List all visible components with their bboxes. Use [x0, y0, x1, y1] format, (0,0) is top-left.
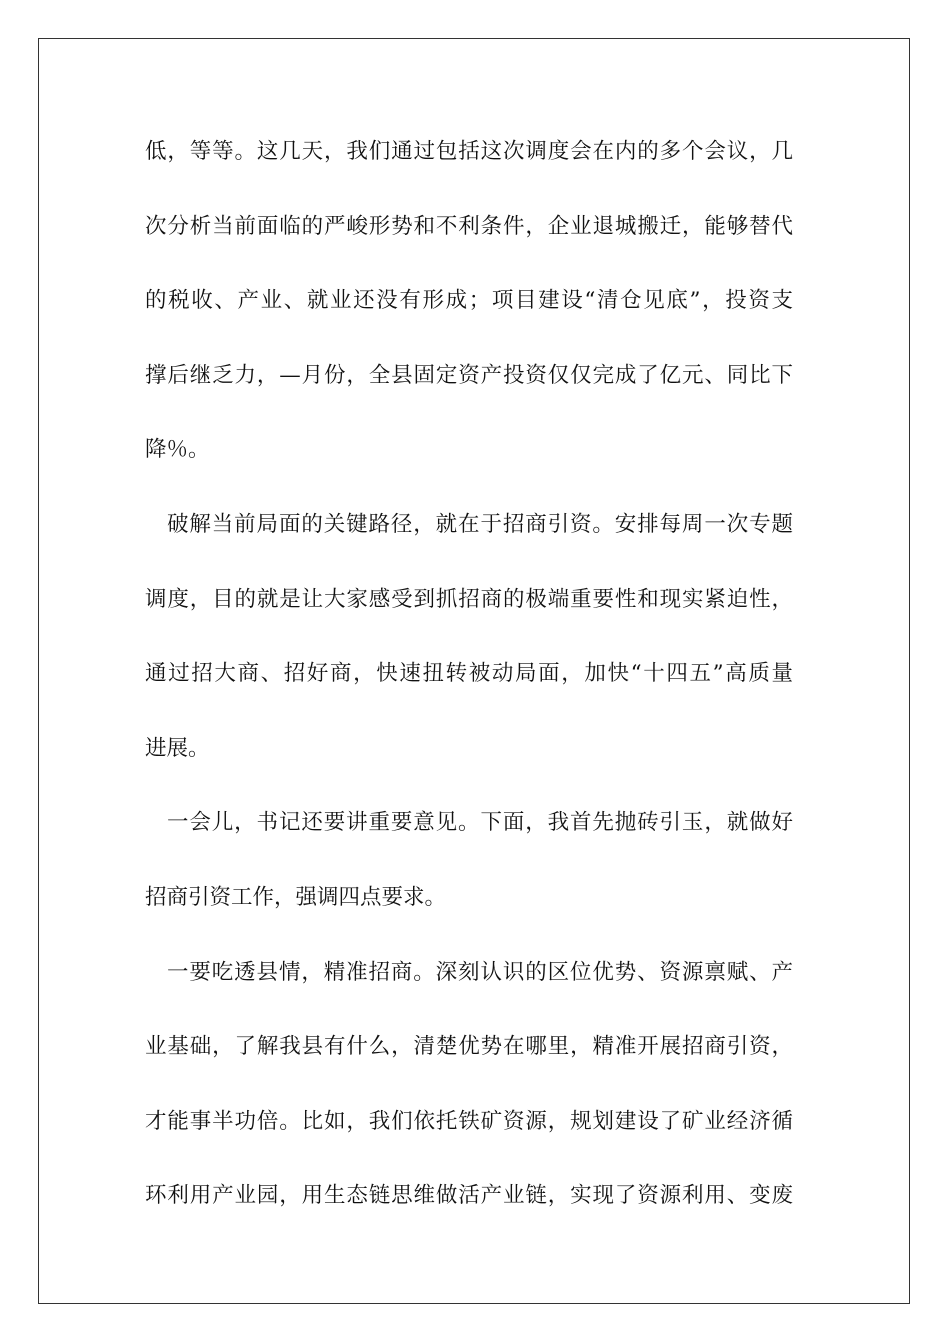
text-line: 才能事半功倍。比如，我们依托铁矿资源，规划建设了矿业经济循: [145, 1109, 793, 1134]
text-line: 环利用产业园，用生态链思维做活产业链，实现了资源利用、变废: [145, 1183, 793, 1208]
text-line: 调度，目的就是让大家感受到抓招商的极端重要性和现实紧迫性，: [145, 587, 793, 612]
paragraph-first-line: 一会儿，书记还要讲重要意见。下面，我首先抛砖引玉，就做好: [167, 810, 793, 835]
text-line: 进展。: [145, 736, 210, 761]
text-line: 撑后继乏力，—月份，全县固定资产投资仅仅完成了亿元、同比下: [145, 363, 793, 388]
text-line: 次分析当前面临的严峻形势和不利条件，企业退城搬迁，能够替代: [145, 214, 793, 239]
paragraph-first-line: 一要吃透县情，精准招商。深刻认识的区位优势、资源禀赋、产: [167, 960, 793, 985]
text-line: 招商引资工作，强调四点要求。: [145, 885, 447, 910]
text-line: 通过招大商、招好商，快速扭转被动局面，加快“十四五”高质量: [145, 661, 793, 686]
text-line: 业基础，了解我县有什么，清楚优势在哪里，精准开展招商引资，: [145, 1034, 793, 1059]
text-line: 的税收、产业、就业还没有形成；项目建设“清仓见底”，投资支: [145, 288, 793, 313]
text-line: 降％。: [145, 437, 210, 462]
text-line: 低，等等。这几天，我们通过包括这次调度会在内的多个会议，几: [145, 139, 793, 164]
paragraph-first-line: 破解当前局面的关键路径，就在于招商引资。安排每周一次专题: [167, 512, 793, 537]
